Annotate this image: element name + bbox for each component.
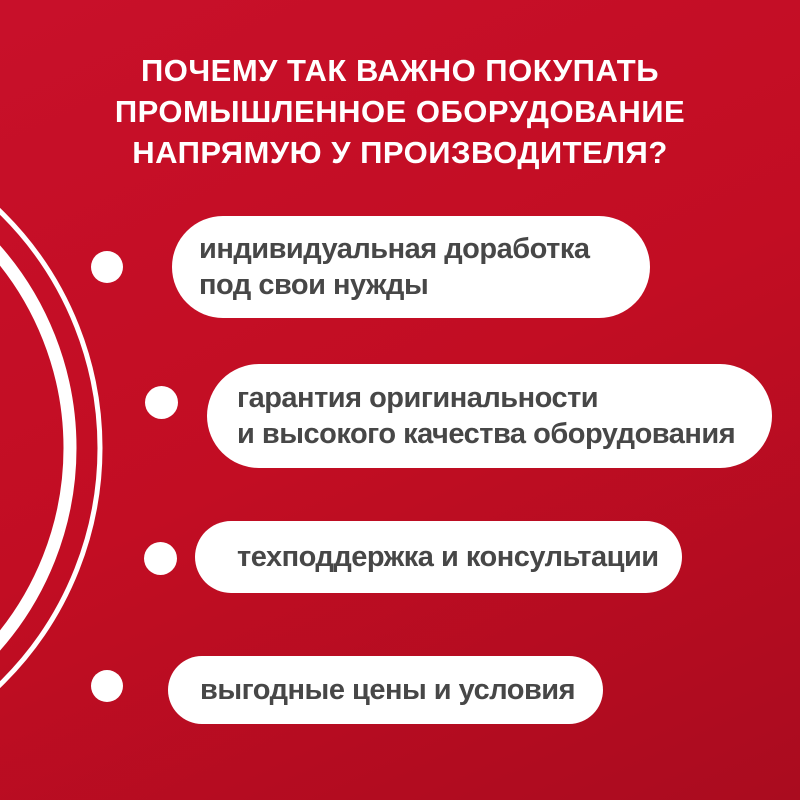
benefit-text-line: гарантия оригинальности bbox=[237, 382, 599, 414]
benefit-bubble-support bbox=[195, 521, 682, 593]
benefit-text-line: выгодные цены и условия bbox=[200, 674, 576, 706]
benefit-bubble-quality-guarantee bbox=[207, 364, 772, 468]
benefit-bubble-customization bbox=[172, 216, 650, 318]
page-title-line-1: ПОЧЕМУ ТАК ВАЖНО ПОКУПАТЬ bbox=[140, 53, 660, 88]
benefit-text-line: и высокого качества оборудования bbox=[237, 418, 736, 450]
benefit-text-line: индивидуальная доработка bbox=[199, 233, 590, 265]
benefit-text-line: под свои нужды bbox=[199, 269, 429, 301]
page-title-line-2: ПРОМЫШЛЕННОЕ ОБОРУДОВАНИЕ bbox=[114, 94, 686, 129]
bullet-dot-icon bbox=[91, 670, 123, 702]
benefit-text-line: техподдержка и консультации bbox=[237, 541, 659, 573]
page-title bbox=[0, 50, 800, 173]
page-title-line-3: НАПРЯМУЮ У ПРОИЗВОДИТЕЛЯ? bbox=[132, 135, 668, 170]
benefit-bubble-prices bbox=[168, 656, 603, 724]
bullet-dot-icon bbox=[91, 251, 123, 283]
bullet-dot-icon bbox=[145, 386, 178, 419]
bullet-dot-icon bbox=[144, 542, 177, 575]
